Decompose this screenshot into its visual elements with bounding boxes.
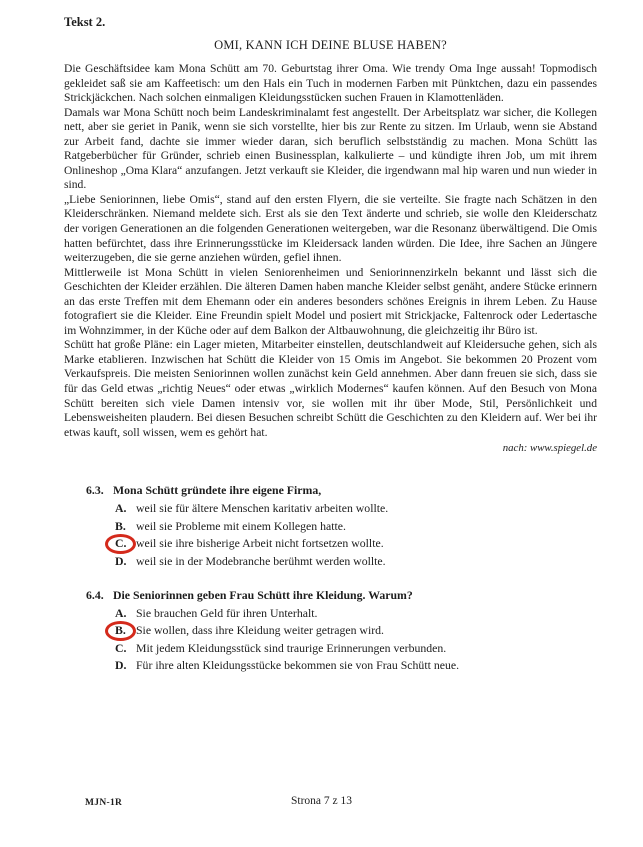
option-text: Mit jedem Kleidungsstück sind traurige Erinnerungen verbunden. (136, 640, 447, 655)
options-list (86, 605, 597, 675)
answer-option (86, 553, 597, 571)
answer-option (86, 657, 597, 675)
question-number: 6.3. (86, 483, 104, 498)
text-paragraph: Die Geschäftsidee kam Mona Schütt am 70. Geburtstag ihrer Oma. Wie trendy Oma Inge aussah! Topmodisch gekleidet saß sie am Kaffeetisch: um den Hals ein Tuch in modernen Farben mit Pünktchen, dazu ein passendes Strickjäckchen. Nach solchen einmaligen Kleidungsstücken suchen Frauen in Klamottenläden. (64, 62, 597, 105)
document-title: OMI, KANN ICH DEINE BLUSE HABEN? (214, 38, 447, 52)
question-header (86, 586, 597, 604)
option-text: Sie wollen, dass ihre Kleidung weiter getragen wird. (136, 623, 384, 638)
questions-section (64, 481, 597, 675)
option-letter: C. (115, 640, 127, 655)
source-attribution: nach: www.spiegel.de (502, 442, 597, 455)
option-text: weil sie für ältere Menschen karitativ arbeiten wollte. (136, 501, 389, 516)
answer-option (86, 535, 597, 553)
option-text: Für ihre alten Kleidungsstücke bekommen sie von Frau Schütt neue. (136, 658, 460, 673)
option-text: weil sie Probleme mit einem Kollegen hatte. (136, 518, 346, 533)
option-letter: D. (115, 554, 127, 568)
option-letter: B. (115, 623, 126, 638)
option-letter: C. (115, 536, 127, 551)
text-paragraph: „Liebe Seniorinnen, liebe Omis“, stand auf den ersten Flyern, die sie verteilte. Sie fragte nach Schätzen in den Kleiderschränken. Niemand meldete sich. Erst als sie den Text änderte und schrieb, sie wolle den Kleiderschatz der vorigen Generationen an die folgenden Generationen weitergeben, war die Resonanz überwältigend. Die Omis hatten befürchtet, dass ihre Erinnerungsstücke im Kleidersack landen würden. Die Idee, ihre Sachen an Jüngere weiterzugeben, die sie gerne anziehen würden, gefiel ihnen. (64, 192, 597, 265)
option-text: Sie brauchen Geld für ihren Unterhalt. (136, 605, 318, 620)
question-header (86, 481, 597, 499)
question-6-3 (86, 481, 597, 570)
option-letter: A. (115, 605, 127, 620)
answer-option (86, 500, 597, 518)
exam-code: MJN-1R (85, 798, 123, 808)
text-paragraph: Mittlerweile ist Mona Schütt in vielen Seniorenheimen und Seniorinnenzirkeln bekannt und lässt sich die Geschichten der Kleider erzählen. Die älteren Damen haben manche Kleider selbst genäht, andere Stücke erinnern an das erste Treffen mit dem Ehemann oder ein anderes besonders schönes Ereignis in ihrem Leben. Zu Hause fotografiert sie die Kleider. Eine Freundin spielt Model und posiert mit Strickjacke, Faltenrock oder Ledertasche im Wohnzimmer, in der Küche oder auf dem Balkon der Altbauwohnung, die gleichzeitig ihr Büro ist. (64, 265, 597, 337)
answer-option (86, 518, 597, 536)
section-label: Tekst 2. (64, 15, 106, 29)
question-prompt: Die Seniorinnen geben Frau Schütt ihre Kleidung. Warum? (113, 587, 413, 602)
answer-option (86, 622, 597, 640)
question-number: 6.4. (86, 587, 104, 602)
option-letter: B. (115, 518, 126, 533)
page-number: Strona 7 z 13 (290, 795, 352, 807)
answer-option (86, 640, 597, 658)
question-6-4 (86, 586, 597, 675)
answer-option (86, 605, 597, 623)
page-footer (0, 795, 643, 815)
option-letter: A. (115, 501, 127, 516)
option-text: weil sie ihre bisherige Arbeit nicht fortsetzen wollte. (136, 536, 384, 551)
text-paragraph: Schütt hat große Pläne: ein Lager mieten, Mitarbeiter einstellen, deutschlandweit auf Kleidersuche gehen, sich als Marke etablieren. Inzwischen hat Schütt die Kleider von 15 Omis im Angebot. Sie bekommen 20 Prozent vom Verkaufspreis. Die meisten Seniorinnen wollen zunächst kein Geld annehmen. Aber dann freuen sie sich, dass sie für das Geld etwas „richtig Neues“ oder etwas „wirklich Modernes“ kaufen können. Auf den Besuch von Mona Schütt bereiten sich viele Damen intensiv vor, sie wollen mit ihr über Mode, Stil, Persönlichkeit und Lebensweisheiten plaudern. Bei diesen Besuchen schreibt Schütt die Geschichten zu den Kleidern auf. Wer bei ihr etwas kauft, soll wissen, wem es gehört hat. (64, 338, 597, 439)
option-letter: D. (115, 658, 127, 673)
option-text: weil sie in der Modebranche berühmt werden wollte. (136, 554, 386, 568)
text-paragraph: Damals war Mona Schütt noch beim Landeskriminalamt fest angestellt. Der Arbeitsplatz war sicher, die Kollegen nett, aber sie geriet in Panik, wenn sie sich vorstellte, hier bis zur Rente zu sitzen. Im Urlaub, wenn sie Abstand zur Arbeit fand, dachte sie immer wieder daran, sich beruflich selbstständig zu machen. Mona Schütt las Ratgeberbücher für Gründer, schrieb einen Businessplan, kalkulierte – und kündigte ihren Job, um mit ihrem Onlineshop „Oma Klara“ anzufangen. Jetzt verkauft sie Kleider, die irgendwann mal hip waren und nun wieder in sind. (64, 105, 597, 192)
options-list (86, 500, 597, 570)
question-prompt: Mona Schütt gründete ihre eigene Firma, (113, 483, 322, 498)
reading-text (64, 62, 597, 440)
